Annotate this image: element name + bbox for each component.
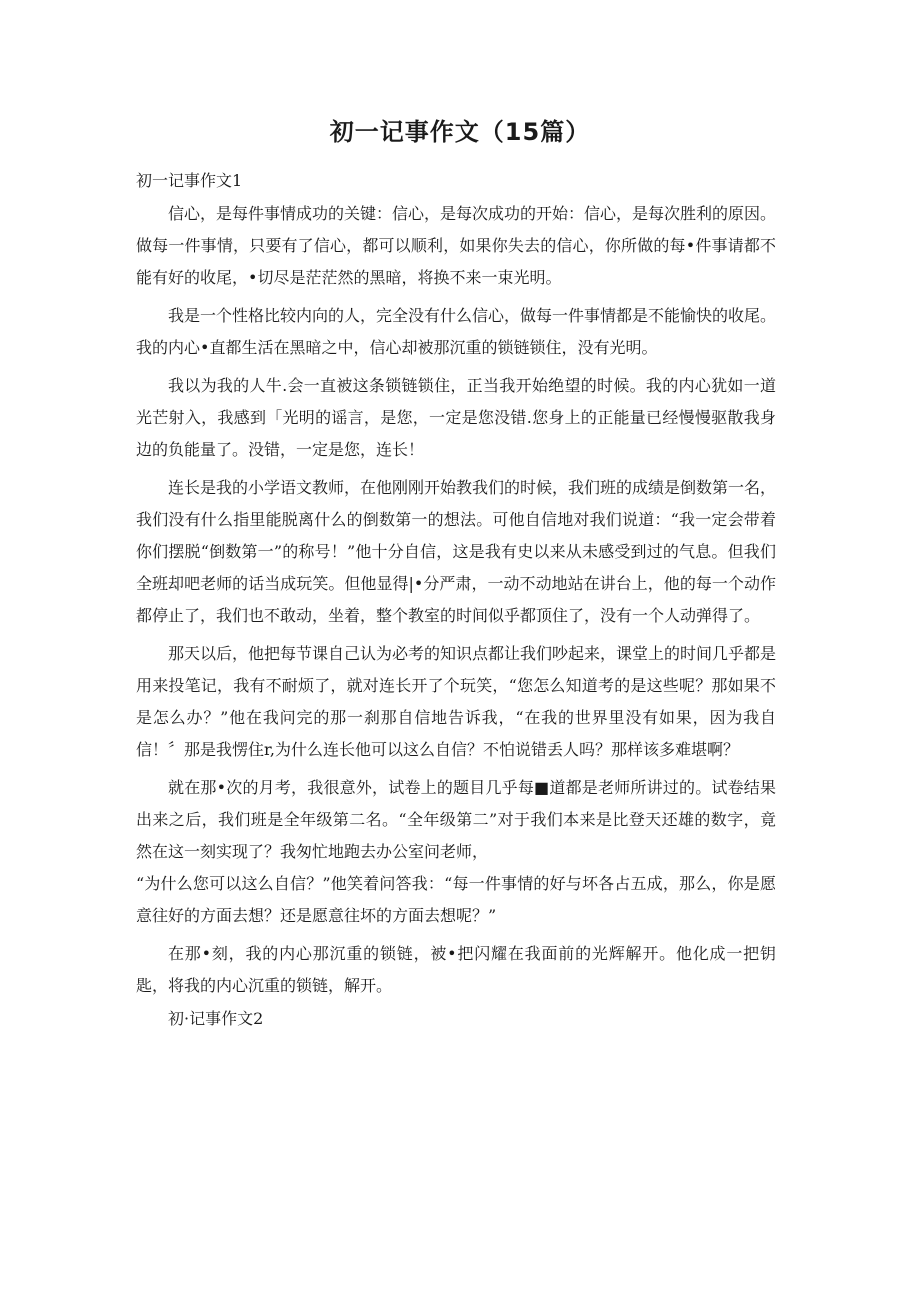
paragraph: 信心，是每件事情成功的关键：信心，是每次成功的开始：信心，是每次胜利的原因。做每一件事情，只要有了信心，都可以顺利，如果你失去的信心，你所做的每•件事请都不能有好的收尾，•切尽是茫茫然的黑暗，将换不来一束光明。 (136, 204, 777, 287)
paragraph: 那天以后，他把每节课自己认为必考的知识点都让我们吵起来，课堂上的时间几乎都是用来投笔记，我有不耐烦了，就对连长开了个玩笑，“您怎么知道考的是这些呢？那如果不是怎么办？”他在我问完的那一刹那自信地告诉我，“在我的世界里没有如果，因为我自信！〞那是我愣住r,为什么连长他可以这么自信？不怕说错丢人吗？那样该多难堪啊？ (136, 644, 777, 759)
paragraph: 就在那•次的月考，我很意外，试卷上的题目几乎每■道都是老师所讲过的。试卷结果出来之后，我们班是全年级第二名。“全年级第二”对于我们本来是比登天还雄的数字，竟然在这一刻实现了？我匆忙地跑去办公室问老师， (136, 778, 776, 861)
section-heading-1: 初一记事作文1 (136, 171, 243, 190)
section-heading-2: 初·记事作文2 (168, 1009, 264, 1028)
paragraph: 在那•刻，我的内心那沉重的锁链，被•把闪耀在我面前的光辉解开。他化成一把钥匙，将我的内心沉重的锁链，解开。 (136, 944, 776, 995)
paragraph: 我以为我的人牛.会一直被这条锁链锁住，正当我开始绝望的时候。我的内心犹如一道光芒射入，我感到「光明的谣言，是您，一定是您没错.您身上的正能量已经慢慢驱散我身边的负能量了。没错，一定是您，连长！ (136, 376, 776, 459)
document-title: 初一记事作文（15篇） (329, 118, 591, 146)
paragraph-dialogue: “为什么您可以这么自信？”他笑着问答我：“每一件事情的好与坏各占五成，那么，你是愿意往好的方面去想？还是愿意往坏的方面去想呢？” (136, 874, 776, 925)
paragraph: 连长是我的小学语文教师，在他刚刚开始教我们的时候，我们班的成绩是倒数第一名，我们没有什么指里能脱离什么的倒数第一的想法。可他自信地对我们说道：“我一定会带着你们摆脱“倒数第一”的称号！”他十分自信，这是我有史以来从未感受到过的气息。但我们全班却吧老师的话当成玩笑。但他显得|•分严肃，一动不动地站在讲台上，他的每一个动作都停止了，我们也不敢动，坐着，整个教室的时间似乎都顶住了，没有一个人动弹得了。 (136, 478, 777, 625)
paragraph: 我是一个性格比较内向的人，完全没有什么信心，做每一件事情都是不能愉快的收尾。我的内心•直都生活在黑暗之中，信心却被那沉重的锁链锁住，没有光明。 (136, 306, 777, 357)
document-body (136, 170, 776, 1036)
